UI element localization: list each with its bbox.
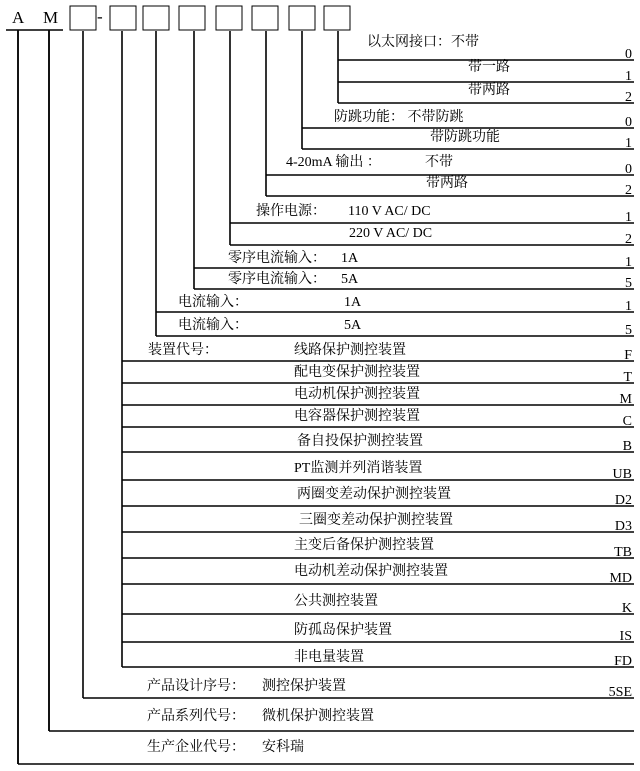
option-value-current-input-1: 1A [344, 295, 362, 310]
option-code-design-seq-1: 5SE [608, 685, 632, 700]
code-box-5 [216, 6, 242, 30]
option-code-zero-seq-current-1: 1 [625, 255, 632, 270]
code-box-8 [324, 6, 350, 30]
code-box-2 [110, 6, 136, 30]
option-code-device-code-12: IS [619, 629, 632, 644]
option-label-design-seq-1: 产品设计序号： [147, 679, 245, 694]
option-label-anti-jump-1: 防跳功能： 不带防跳 [334, 110, 464, 125]
option-label-device-code-4: 电容器保护测控装置 [294, 409, 420, 424]
option-code-device-code-4: C [622, 414, 632, 429]
option-code-device-code-11: K [621, 601, 632, 616]
option-label-device-code-8: 三圈变差动保护测控装置 [299, 513, 453, 528]
option-code-device-code-6: UB [612, 467, 632, 482]
option-label-anti-jump-2: 带防跳功能 [430, 130, 500, 145]
option-label-device-code-5: 备自投保护测控装置 [297, 434, 423, 449]
option-label-ethernet-2: 带一路 [468, 60, 510, 75]
option-label-device-code-13: 非电量装置 [294, 650, 364, 665]
option-label-current-input-1: 电流输入： [178, 295, 248, 310]
option-label-zero-seq-current-2: 零序电流输入： [228, 272, 326, 287]
option-value-manufacturer-1: 安科瑞 [262, 740, 304, 755]
option-label-ethernet-3: 带两路 [468, 83, 510, 98]
option-code-ethernet-3: 2 [625, 90, 632, 105]
option-value-design-seq-1: 测控保护装置 [262, 679, 346, 694]
option-label-device-code-1: 线路保护测控装置 [294, 343, 406, 358]
option-code-ethernet-2: 1 [625, 69, 632, 84]
option-code-anti-jump-2: 1 [625, 136, 632, 151]
option-label-device-code-10: 电动机差动保护测控装置 [294, 564, 448, 579]
separator-dash: - [97, 7, 103, 26]
option-value-zero-seq-current-2: 5A [341, 272, 359, 287]
option-code-power-1: 1 [625, 210, 632, 225]
option-label-device-code-3: 电动机保护测控装置 [294, 387, 420, 402]
code-box-3 [143, 6, 169, 30]
option-code-device-code-13: FD [614, 654, 632, 669]
option-code-zero-seq-current-2: 5 [625, 276, 632, 291]
option-code-current-input-2: 5 [625, 323, 632, 338]
field-heading-device-code: 装置代号： [148, 343, 218, 358]
option-label-power-1: 操作电源： [256, 204, 326, 219]
option-code-device-code-10: MD [609, 571, 632, 586]
option-code-device-code-5: B [622, 439, 632, 454]
option-code-current-input-1: 1 [625, 299, 632, 314]
option-code-power-2: 2 [625, 232, 632, 247]
option-code-analog-output-1: 0 [625, 162, 632, 177]
option-value-zero-seq-current-1: 1A [341, 251, 359, 266]
option-value-current-input-2: 5A [344, 318, 362, 333]
option-label-analog-output-2: 带两路 [426, 176, 468, 191]
code-box-7 [289, 6, 315, 30]
option-label-manufacturer-1: 生产企业代号： [147, 740, 245, 755]
option-label-power-2: 220 V AC/ DC [349, 226, 433, 241]
option-value-power-1: 110 V AC/ DC [348, 204, 431, 219]
prefix-letter-m: M [43, 8, 59, 27]
option-label-device-code-2: 配电变保护测控装置 [294, 365, 420, 380]
option-value-series-1: 微机保护测控装置 [262, 709, 374, 724]
option-code-device-code-3: M [619, 392, 632, 407]
option-code-anti-jump-1: 0 [625, 115, 632, 130]
option-label-device-code-12: 防孤岛保护装置 [294, 623, 392, 638]
option-label-device-code-11: 公共测控装置 [294, 594, 378, 609]
option-label-device-code-6: PT监测并列消谐装置 [294, 461, 423, 476]
code-box-1 [70, 6, 96, 30]
code-box-4 [179, 6, 205, 30]
option-label-series-1: 产品系列代号： [147, 709, 245, 724]
option-code-ethernet-1: 0 [625, 47, 632, 62]
option-code-device-code-1: F [624, 348, 632, 363]
option-code-device-code-7: D2 [614, 493, 632, 508]
prefix-letter-a: A [12, 8, 25, 27]
option-label-analog-output-1: 4-20mA 输出 ： [286, 155, 381, 170]
option-code-analog-output-2: 2 [625, 183, 632, 198]
option-label-zero-seq-current-1: 零序电流输入： [228, 251, 326, 266]
option-code-device-code-2: T [623, 370, 632, 385]
option-label-device-code-7: 两圈变差动保护测控装置 [297, 487, 451, 502]
option-code-device-code-8: D3 [614, 519, 632, 534]
code-box-6 [252, 6, 278, 30]
option-code-device-code-9: TB [614, 545, 632, 560]
option-value-analog-output-1: 不带 [425, 155, 453, 170]
option-label-device-code-9: 主变后备保护测控装置 [294, 538, 434, 553]
option-label-current-input-2: 电流输入： [178, 318, 248, 333]
option-label-ethernet-1: 以太网接口：不带 [367, 35, 479, 50]
